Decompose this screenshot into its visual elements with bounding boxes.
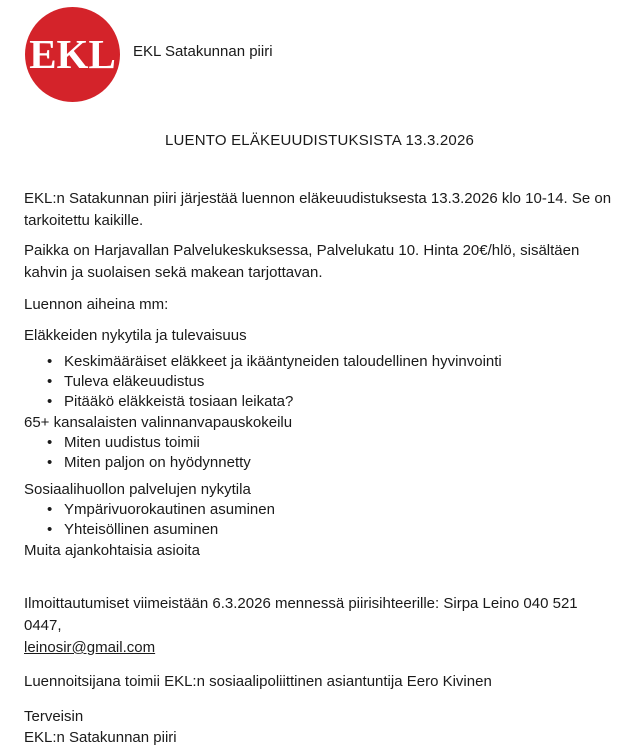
bullet-marker: • (47, 521, 53, 538)
list-item (47, 520, 615, 540)
section-65plus (24, 412, 615, 473)
list-item-text: Yhteisöllinen asuminen (64, 521, 219, 538)
header (24, 7, 615, 103)
organization-name: EKL Satakunnan piiri (133, 43, 273, 60)
bullet-marker: • (47, 393, 53, 410)
closing-greeting: Terveisin (24, 708, 84, 725)
bullet-marker: • (47, 454, 53, 471)
list-item-text: Miten uudistus toimii (64, 434, 200, 451)
section-heading: Sosiaalihuollon palvelujen nykytila (24, 481, 251, 498)
bullet-marker: • (47, 434, 53, 451)
other-topics-line: Muita ajankohtaisia asioita (24, 542, 200, 559)
bullet-list (24, 433, 615, 473)
list-item (47, 433, 615, 453)
list-item-text: Keskimääräiset eläkkeet ja ikääntyneiden taloudellinen hyvinvointi (64, 353, 502, 370)
list-item-text: Miten paljon on hyödynnetty (64, 454, 251, 471)
list-item (47, 352, 615, 372)
topics-intro-paragraph: Luennon aiheina mm: (24, 296, 169, 313)
venue-paragraph: Paikka on Harjavallan Palvelukeskuksessa, Palvelukatu 10. Hinta 20€/hlö, sisältäen kahvin ja suolaisen sekä makean tarjottavan. (24, 242, 580, 281)
list-item-text: Tuleva eläkeuudistus (64, 373, 205, 390)
list-item (47, 500, 615, 520)
closing-signature: EKL:n Satakunnan piiri (24, 729, 177, 746)
list-item-text: Ympärivuorokautinen asuminen (64, 501, 275, 518)
bullet-marker: • (47, 353, 53, 370)
intro-paragraph: EKL:n Satakunnan piiri järjestää luennon eläkeuudistuksesta 13.3.2026 klo 10-14. Se on tarkoitettu kaikille. (24, 190, 612, 229)
ekl-logo (25, 7, 120, 102)
section-heading: 65+ kansalaisten valinnanvapauskokeilu (24, 414, 293, 431)
registration-text: Ilmoittautumiset viimeistään 6.3.2026 mennessä piirisihteerille: Sirpa Leino 040 521 0447, (24, 595, 578, 634)
bullet-list (24, 500, 615, 540)
document-title: LUENTO ELÄKEUUDISTUKSISTA 13.3.2026 (164, 132, 475, 149)
list-item (47, 392, 615, 412)
email-link[interactable]: leinosir@gmail.com (24, 639, 156, 656)
list-item-text: Pitääkö eläkkeistä tosiaan leikata? (64, 393, 294, 410)
bullet-marker: • (47, 373, 53, 390)
section-heading: Eläkkeiden nykytila ja tulevaisuus (24, 327, 247, 344)
registration-paragraph (24, 593, 615, 659)
list-item (47, 372, 615, 392)
section-pensions (24, 325, 615, 412)
lecturer-line: Luennoitsijana toimii EKL:n sosiaalipoliittinen asiantuntija Eero Kivinen (24, 673, 492, 690)
bullet-marker: • (47, 501, 53, 518)
ekl-logo-text: EKL (29, 30, 116, 77)
section-social-services (24, 479, 615, 540)
list-item (47, 453, 615, 473)
bullet-list (24, 352, 615, 412)
